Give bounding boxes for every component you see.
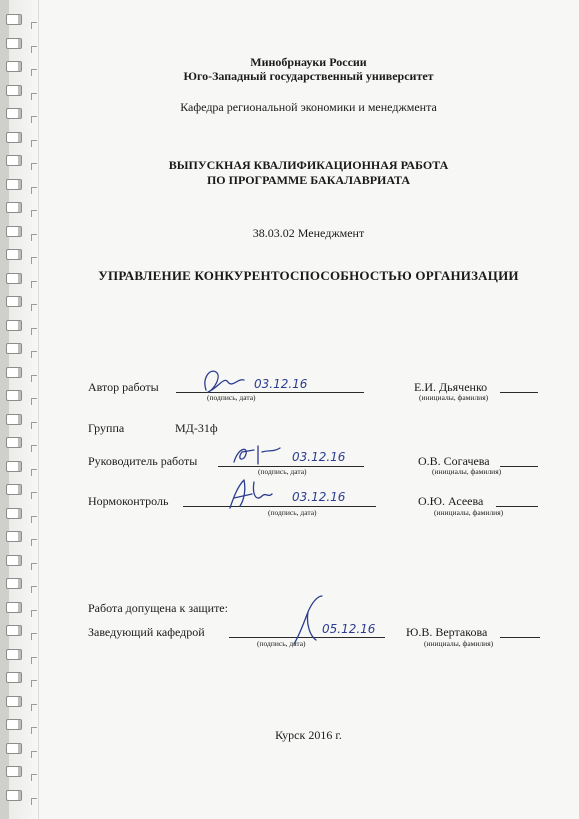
binding-ring — [6, 531, 22, 542]
specialty: 38.03.02 Менеджмент — [252, 226, 365, 240]
binding-ring — [6, 390, 22, 401]
work-type-line2: ПО ПРОГРАММЕ БАКАЛАВРИАТА — [206, 173, 411, 187]
binding-ring — [6, 414, 22, 425]
binding-hole-mark — [31, 704, 37, 711]
ministry-name: Минобрнауки России — [250, 55, 367, 69]
binding-hole-mark — [31, 633, 37, 640]
binding-ring — [6, 132, 22, 143]
binding-hole-mark — [31, 422, 37, 429]
binding-hole-mark — [31, 257, 37, 264]
head-signature-date: 05.12.16 — [322, 622, 376, 636]
binding-hole-mark — [31, 187, 37, 194]
university-name: Юго-Западный государственный университет — [183, 69, 434, 83]
work-type-line1: ВЫПУСКНАЯ КВАЛИФИКАЦИОННАЯ РАБОТА — [168, 158, 449, 172]
binding-ring — [6, 437, 22, 448]
admission-text: Работа допущена к защите: — [88, 601, 228, 615]
normcontrol-name-line-tail — [496, 506, 538, 507]
binding-hole-mark — [31, 798, 37, 805]
binding-hole-mark — [31, 351, 37, 358]
head-signature-caption: (подпись, дата) — [257, 639, 306, 648]
city-year: Курск 2016 г. — [275, 728, 342, 742]
binding-ring — [6, 343, 22, 354]
binding-hole-mark — [31, 563, 37, 570]
supervisor-signature — [228, 440, 288, 470]
binding-hole-mark — [31, 657, 37, 664]
normcontrol-signature-line — [183, 506, 376, 507]
normcontrol-label: Нормоконтроль — [88, 494, 169, 508]
supervisor-name-line-tail — [500, 466, 538, 467]
binding-ring — [6, 155, 22, 166]
author-signature-date: 03.12.16 — [254, 377, 308, 391]
binding-hole-mark — [31, 93, 37, 100]
binding-hole-mark — [31, 469, 37, 476]
binding-ring — [6, 484, 22, 495]
binding-ring — [6, 108, 22, 119]
author-signature-caption: (подпись, дата) — [207, 393, 256, 402]
binding-hole-mark — [31, 116, 37, 123]
binding-hole-mark — [31, 375, 37, 382]
binding-hole-mark — [31, 774, 37, 781]
normcontrol-signature-caption: (подпись, дата) — [268, 508, 317, 517]
author-name-line-tail — [500, 392, 538, 393]
binding-ring — [6, 649, 22, 660]
supervisor-name-caption: (инициалы, фамилия) — [432, 467, 502, 476]
binding-hole-mark — [31, 539, 37, 546]
binding-ring — [6, 602, 22, 613]
binding-hole-mark — [31, 163, 37, 170]
supervisor-name: О.В. Согачева — [418, 454, 490, 468]
supervisor-signature-caption: (подпись, дата) — [258, 467, 307, 476]
binding-ring — [6, 743, 22, 754]
head-name-line-tail — [500, 637, 540, 638]
binding-hole-mark — [31, 516, 37, 523]
binding-hole-mark — [31, 46, 37, 53]
head-of-department-label: Заведующий кафедрой — [88, 625, 205, 639]
binding-ring — [6, 249, 22, 260]
binding-ring — [6, 555, 22, 566]
binding-hole-mark — [31, 69, 37, 76]
binding-hole-mark — [31, 751, 37, 758]
department-name: Кафедра региональной экономики и менеджмента — [180, 100, 437, 114]
binding-ring — [6, 320, 22, 331]
binding-hole-mark — [31, 492, 37, 499]
thesis-topic: УПРАВЛЕНИЕ КОНКУРЕНТОСПОСОБНОСТЬЮ ОРГАНИЗАЦИИ — [98, 268, 519, 283]
binding-hole-mark — [31, 680, 37, 687]
binding-hole-mark — [31, 234, 37, 241]
binding-hole-mark — [31, 140, 37, 147]
binding-ring — [6, 766, 22, 777]
binding-hole-mark — [31, 398, 37, 405]
supervisor-label: Руководитель работы — [88, 454, 198, 468]
binding-ring — [6, 85, 22, 96]
normcontrol-name: О.Ю. Асеева — [418, 494, 484, 508]
author-name-caption: (инициалы, фамилия) — [419, 393, 489, 402]
binding-ring — [6, 461, 22, 472]
binding-hole-mark — [31, 210, 37, 217]
binding-ring — [6, 273, 22, 284]
head-name-caption: (инициалы, фамилия) — [424, 639, 494, 648]
binding-ring — [6, 508, 22, 519]
group-value: МД-31ф — [175, 421, 218, 435]
binding-hole-mark — [31, 281, 37, 288]
group-label: Группа — [88, 421, 125, 435]
binding-ring — [6, 367, 22, 378]
binding-ring — [6, 202, 22, 213]
normcontrol-name-caption: (инициалы, фамилия) — [434, 508, 504, 517]
binding-ring — [6, 578, 22, 589]
author-name: Е.И. Дьяченко — [414, 380, 488, 394]
binding-ring — [6, 38, 22, 49]
normcontrol-signature-date: 03.12.16 — [292, 490, 346, 504]
binding-hole-mark — [31, 445, 37, 452]
binding-ring — [6, 61, 22, 72]
binding-ring — [6, 719, 22, 730]
binding-hole-mark — [31, 304, 37, 311]
author-label: Автор работы — [88, 380, 159, 394]
binding-hole-mark — [31, 727, 37, 734]
head-name: Ю.В. Вертакова — [406, 625, 488, 639]
binding-ring — [6, 14, 22, 25]
binding-ring — [6, 296, 22, 307]
binding-hole-mark — [31, 610, 37, 617]
binding-ring — [6, 226, 22, 237]
binding-hole-mark — [31, 586, 37, 593]
binding-hole-mark — [31, 22, 37, 29]
binding-ring — [6, 696, 22, 707]
supervisor-signature-date: 03.12.16 — [292, 450, 346, 464]
binding-ring — [6, 179, 22, 190]
binding-hole-mark — [31, 328, 37, 335]
binding-ring — [6, 625, 22, 636]
binding-ring — [6, 672, 22, 683]
binding-ring — [6, 790, 22, 801]
